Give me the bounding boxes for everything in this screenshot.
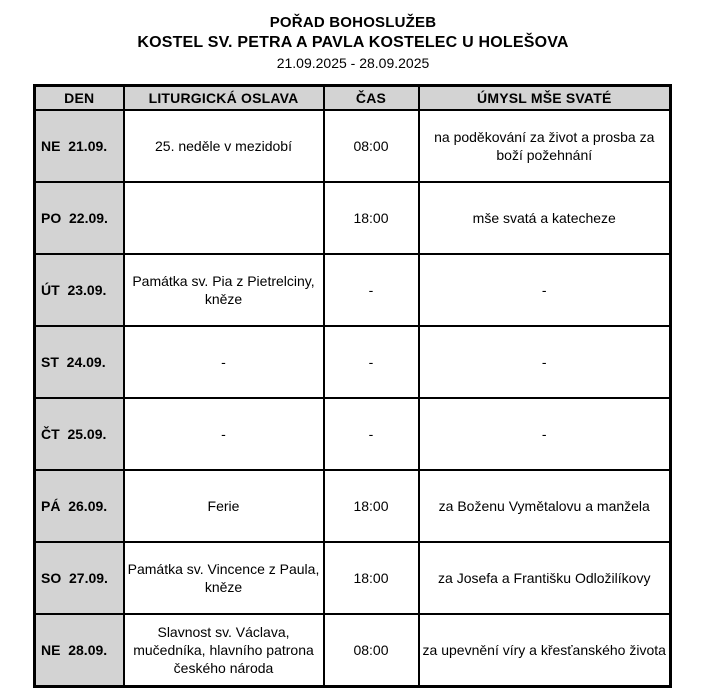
date-range: 21.09.2025 - 28.09.2025 — [276, 55, 430, 71]
table-row — [35, 398, 671, 470]
intention-cell: na poděkování za život a prosba za boží požehnání — [419, 110, 671, 182]
celebration-cell: 25. neděle v mezidobí — [124, 110, 324, 182]
time-cell: - — [324, 254, 419, 326]
table-row — [35, 470, 671, 542]
document-header — [0, 0, 706, 73]
time-cell: - — [324, 398, 419, 470]
celebration-cell: - — [124, 398, 324, 470]
day-cell: SO 27.09. — [35, 542, 124, 614]
table-row — [35, 254, 671, 326]
church-name: KOSTEL SV. PETRA A PAVLA KOSTELEC U HOLEŠOVA — [137, 34, 569, 51]
table-header-row — [35, 86, 671, 111]
day-cell: NE 21.09. — [35, 110, 124, 182]
celebration-cell: Památka sv. Pia z Pietrelciny, kněze — [124, 254, 324, 326]
day-cell: PO 22.09. — [35, 182, 124, 254]
day-cell: ČT 25.09. — [35, 398, 124, 470]
intention-cell: - — [419, 326, 671, 398]
intention-cell: - — [419, 398, 671, 470]
table-row — [35, 614, 671, 687]
intention-cell: - — [419, 254, 671, 326]
time-cell: 08:00 — [324, 614, 419, 687]
intention-cell: mše svatá a katecheze — [419, 182, 671, 254]
intention-cell: za Josefa a Františku Odložilíkovy — [419, 542, 671, 614]
intention-cell: za Boženu Vymětalovu a manžela — [419, 470, 671, 542]
column-header-intention: ÚMYSL MŠE SVATÉ — [419, 86, 671, 111]
celebration-cell: Ferie — [124, 470, 324, 542]
day-cell: NE 28.09. — [35, 614, 124, 687]
time-cell: - — [324, 326, 419, 398]
table-row — [35, 542, 671, 614]
column-header-day: DEN — [35, 86, 124, 111]
time-cell: 18:00 — [324, 470, 419, 542]
day-cell: ÚT 23.09. — [35, 254, 124, 326]
celebration-cell: - — [124, 326, 324, 398]
time-cell: 18:00 — [324, 542, 419, 614]
day-cell: ST 24.09. — [35, 326, 124, 398]
time-cell: 08:00 — [324, 110, 419, 182]
day-cell: PÁ 26.09. — [35, 470, 124, 542]
document-title: POŘAD BOHOSLUŽEB — [269, 14, 437, 31]
intention-cell: za upevnění víry a křesťanského života — [419, 614, 671, 687]
celebration-cell: Slavnost sv. Václava, mučedníka, hlavního patrona českého národa — [124, 614, 324, 687]
celebration-cell: Památka sv. Vincence z Paula, kněze — [124, 542, 324, 614]
column-header-celebration: LITURGICKÁ OSLAVA — [124, 86, 324, 111]
table-row — [35, 326, 671, 398]
celebration-cell — [124, 182, 324, 254]
table-row — [35, 182, 671, 254]
table-row — [35, 110, 671, 182]
column-header-time: ČAS — [324, 86, 419, 111]
time-cell: 18:00 — [324, 182, 419, 254]
schedule-table — [33, 84, 672, 688]
